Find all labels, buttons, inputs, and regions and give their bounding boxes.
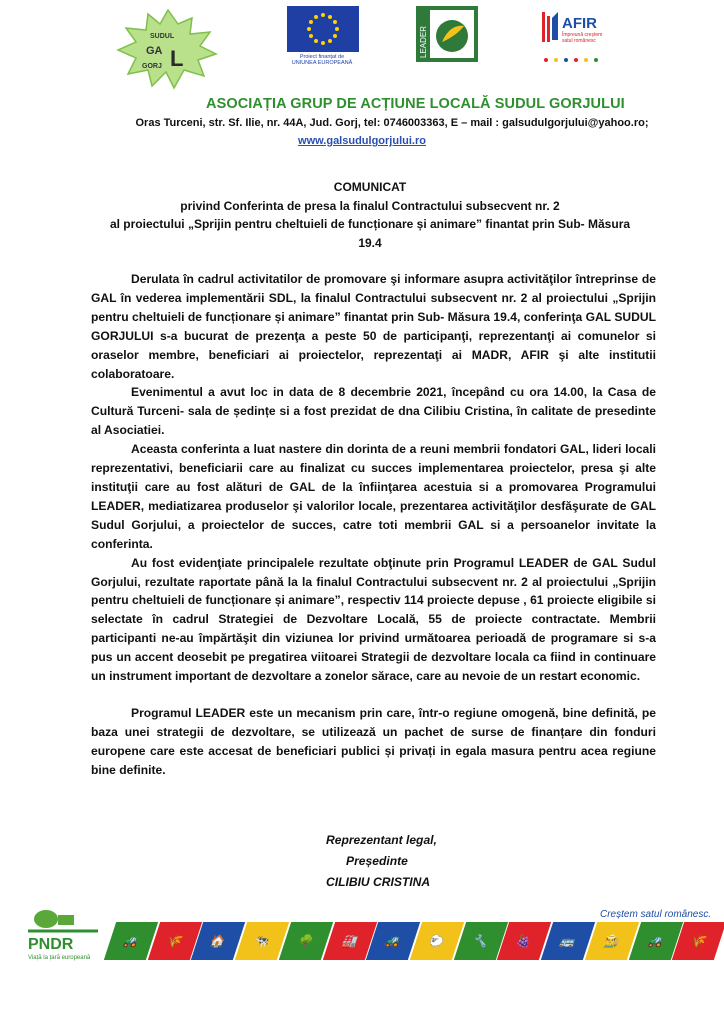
paragraph: Programul LEADER este un mecanism prin care, într-o regiune omogenă, bine definită, pe baza unei strategii de dezvoltare, se utilizează un pachet de surse de finanțare din fonduri europene care este accesat de beneficiari publici și privați in egala masura pentru acea regiune bine definite.	[91, 705, 656, 777]
svg-text:Împreună creștem: Împreună creștem	[562, 32, 603, 38]
document-title	[60, 178, 680, 252]
eu-caption: Proiect finanțat de UNIUNEA EUROPEANĂ	[291, 54, 353, 66]
document-body	[91, 270, 656, 780]
paragraph: Au fost evidenţiate principalele rezultate obţinute prin Programul LEADER de GAL Sudul Gorjului, rezultate raportate până la la finalul Contractului subsecvent nr. 2 al proiectului „Sprijin pentru cheltuieli de funcționare și animare”, respectiv 114 proiecte depuse , 61 proiecte eligibile si selectate în cadrul Strategiei de Dezvoltare Locală, 55 de proiecte contractate. Membrii participanti ne-au împărtăşit din viziunea lor privind următoarea perioadă de programare si s-a pus un accent deosebit pe pregatirea viitoarei Strategii de dezvoltare locala ca fiind in continuare un instrument important de dezvoltare a zonelor sărace, care au nevoie de un restart economic.	[91, 555, 656, 684]
svg-text:L: L	[170, 46, 184, 71]
bus-icon: 🚌	[541, 922, 595, 960]
website-link[interactable]: www.galsudulgorjului.ro	[298, 135, 426, 147]
footer-decorative-strip	[110, 922, 722, 960]
title-line-4: 19.4	[358, 235, 382, 250]
factory-icon: 🏭	[322, 922, 376, 960]
organization-name: ASOCIAȚIA GRUP DE ACȚIUNE LOCALĂ SUDUL GORJULUI	[206, 96, 625, 112]
svg-text:Viață la țară europeană: Viață la țară europeană	[28, 955, 91, 961]
sheep-icon: 🐑	[410, 922, 464, 960]
gal-logo	[112, 8, 224, 92]
svg-text:PNDR: PNDR	[28, 936, 74, 953]
signature-role: Reprezentant legal,	[326, 833, 437, 847]
wheat-icon: 🌾	[148, 922, 202, 960]
title-line-2: privind Conferinta de presa la finalul Contractului subsecvent nr. 2	[180, 198, 560, 213]
wheat-icon: 🌾	[672, 922, 724, 960]
svg-text:GORJ: GORJ	[142, 63, 162, 70]
signature-block	[326, 830, 437, 893]
svg-text:LEADER: LEADER	[419, 25, 428, 58]
footer-slogan: Creștem satul românesc.	[600, 909, 712, 920]
house-icon: 🏠	[191, 922, 245, 960]
svg-text:AFIR: AFIR	[562, 15, 597, 32]
svg-text:GA: GA	[146, 45, 163, 57]
leader-logo	[416, 6, 478, 62]
svg-text:satul românesc: satul românesc	[562, 38, 596, 44]
title-line-3: al proiectului „Sprijin pentru cheltuieli de funcționare și animare” finantat prin Sub- Măsura	[109, 217, 631, 231]
paragraph: Evenimentul a avut loc in data de 8 decembrie 2021, începând cu ora 14.00, la Casa de Cultură Turceni- sala de ședințe si a fost prezidat de dna Cilibiu Cristina, în calitate de presedinte al Asociatiei.	[91, 385, 656, 438]
tractor-icon: 🚜	[366, 922, 420, 960]
svg-text:SUDUL: SUDUL	[150, 33, 175, 40]
tractor-icon: 🚜	[628, 922, 682, 960]
organization-address: Oras Turceni, str. Sf. Ilie, nr. 44A, Jud. Gorj, tel: 0746003363, E – mail : galsudulgorjului@yahoo.ro;	[135, 117, 649, 129]
paragraph: Derulata în cadrul activitatilor de promovare şi informare asupra activităţilor întreprinse de GAL în vederea implementării SDL, la finalul Contractului subsecvent nr. 2 al proiectului „Sprijin pentru cheltuieli de funcționare și animare” finantat prin Sub- Măsura 19.4, conferinţa GAL SUDUL GORJULUI s-a bucurat de prezenţa a peste 50 de participanţi, reprezentanţi ai comunelor si oraselor membre, beneficiari ai proiectelor, reprezentaţi ai MADR, AFIR şi alte institutii colaboratoare.	[91, 272, 656, 381]
title-line-1: COMUNICAT	[333, 180, 407, 194]
cow-icon: 🐄	[235, 922, 289, 960]
tools-icon: 🔧	[454, 922, 508, 960]
farmer-icon: 👨‍🌾	[585, 922, 639, 960]
pndr-logo	[24, 905, 102, 965]
paragraph: Aceasta conferinta a luat nastere din dorinta de a reuni membrii fondatori GAL, lideri locali reprezentativi, beneficiarii care au finalizat cu succes implementarea proiectelor, presa şi alte instituţii care au fost alături de GAL de la înfiinţarea acestuia si a promovarea Programului LEADER, mediatizarea produselor şi valorilor locale, prezentarea activităţilor desfăşurate de GAL Sudul Gorjului, a proiectelor de succes, catre toti membrii GAL si a persoanelor invitate la conferinta.	[91, 442, 656, 551]
eu-stars-icon	[288, 7, 358, 51]
grapes-icon: 🍇	[497, 922, 551, 960]
signature-name: CILIBIU CRISTINA	[326, 875, 431, 889]
eu-flag-logo	[287, 6, 357, 68]
tractor-icon: 🚜	[104, 922, 158, 960]
afir-logo	[538, 6, 608, 68]
tree-icon: 🌳	[279, 922, 333, 960]
signature-title: Președinte	[346, 854, 408, 868]
